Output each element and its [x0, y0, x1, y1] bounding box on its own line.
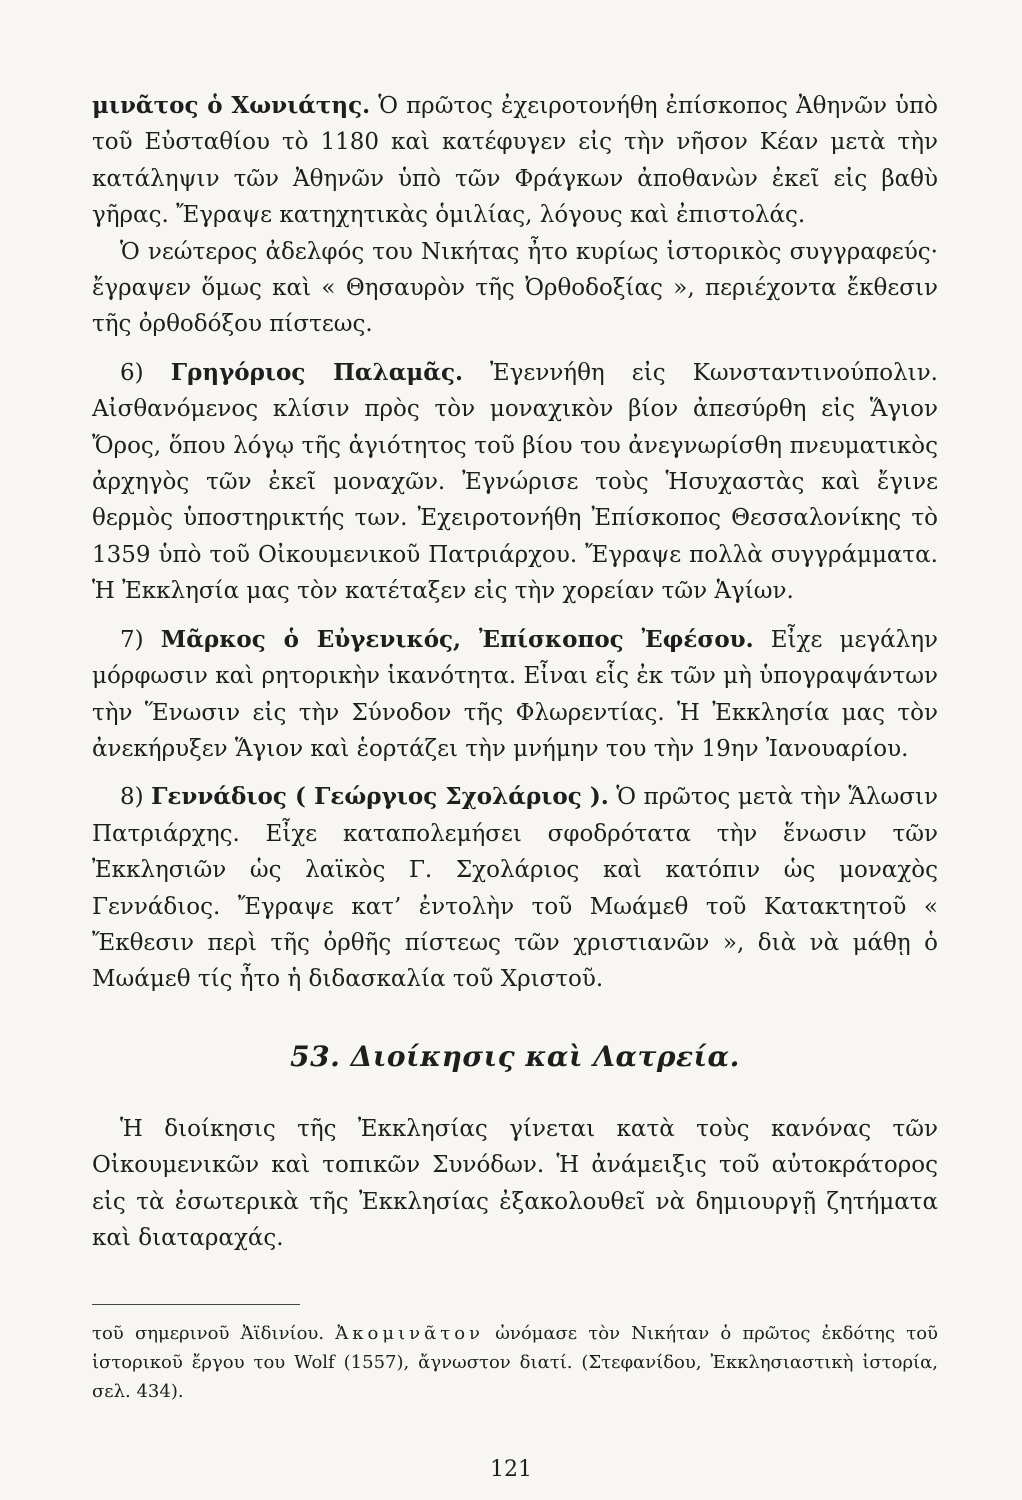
- paragraph-text: Ὁ πρῶτος ἐχειροτονήθη ἐπίσκοπος Ἀθηνῶν ὑπὸ τοῦ Εὐσταθίου τὸ 1180 καὶ κατέφυγεν εἰς τὴν νῆσον Κέαν μετὰ τὴν κατάληψιν τῶν Ἀθηνῶν ὑπὸ τῶν Φράγκων ἀποθανὼν ἐκεῖ εἰς βαθὺ γῆρας. Ἔγραψε κατηχητικὰς ὁμιλίας, λόγους καὶ ἐπιστολάς.: [92, 93, 938, 229]
- paragraph-lead: Μᾶρκος ὁ Εὐγενικός, Ἐπίσκοπος Ἐφέσου.: [160, 625, 754, 653]
- paragraph-lead: μινᾶτος ὁ Χωνιάτης.: [92, 92, 371, 119]
- paragraph-text: Ἡ διοίκησις τῆς Ἐκκλησίας γίνεται κατὰ τοὺς κανόνας τῶν Οἰκουμενικῶν καὶ τοπικῶν Συνόδων. Ἡ ἀνάμειξις τοῦ αὐτοκράτορος εἰς τὰ ἐσωτερικὰ τῆς Ἐκκλησίας ἐξακολουθεῖ νὰ δημιουργῇ ζητήματα καὶ διαταραχάς.: [92, 1115, 938, 1251]
- footnote: [92, 1319, 938, 1406]
- paragraph-text: Ἐγεννήθη εἰς Κωνσταντινούπολιν. Αἰσθανόμενος κλίσιν πρὸς τὸν μοναχικὸν βίον ἀπεσύρθη εἰς Ἅγιον Ὄρος, ὅπου λόγῳ τῆς ἁγιότητος τοῦ βίου του ἀνεγνωρίσθη πνευματικὸς ἀρχηγὸς τῶν ἐκεῖ μοναχῶν. Ἐγνώρισε τοὺς Ἡσυχαστὰς καὶ ἔγινε θερμὸς ὑποστηρικτής των. Ἐχειροτονήθη Ἐπίσκοπος Θεσσαλονίκης τὸ 1359 ὑπὸ τοῦ Οἰκουμενικοῦ Πατριάρχου. Ἔγραψε πολλὰ συγγράμματα. Ἡ Ἐκκλησία μας τὸν κατέταξεν εἰς τὴν χορείαν τῶν Ἁγίων.: [92, 359, 938, 605]
- paragraph-choniates: [92, 88, 938, 234]
- paragraph-niketas: [92, 234, 938, 343]
- paragraph-text: Εἶχε μεγάλην μόρφωσιν καὶ ρητορικὴν ἱκανότητα. Εἶναι εἷς ἐκ τῶν μὴ ὑπογραψάντων τὴν Ἕνωσιν εἰς τὴν Σύνοδον τῆς Φλωρεντίας. Ἡ Ἐκκλησία μας τὸν ἀνεκήρυξεν Ἅγιον καὶ ἑορτάζει τὴν μνήμην του τὴν 19ην Ἰανουαρίου.: [92, 626, 939, 762]
- paragraph-lead: Γρηγόριος Παλαμᾶς.: [170, 358, 463, 386]
- item-number: 6): [120, 359, 144, 386]
- footnote-text-end: ὠνόμασε τὸν Νικήταν ὁ πρῶτος ἐκδότης τοῦ ἱστορικοῦ ἔργου του Wolf (1557), ἄγνωστον διατί. (Στεφανίδου, Ἐκκλησιαστικὴ ἱστορία, σελ. 434).: [92, 1323, 938, 1403]
- item-number: 7): [120, 626, 144, 653]
- section-heading: [92, 1040, 938, 1073]
- section-number: 53.: [290, 1039, 341, 1073]
- paragraph-palamas: [92, 355, 938, 610]
- paragraph-administration: [92, 1111, 938, 1257]
- paragraph-gennadios: [92, 779, 938, 997]
- page-body: [92, 88, 938, 1406]
- paragraph-lead: Γεννάδιος ( Γεώργιος Σχολάριος ).: [151, 783, 609, 811]
- footnote-text-start: τοῦ σημερινοῦ Ἀϊδινίου.: [92, 1323, 336, 1345]
- footnote-emphasis: Ἀκομινᾶτον: [335, 1323, 484, 1345]
- footnote-divider: [92, 1304, 300, 1305]
- paragraph-text: Ὁ πρῶτος μετὰ τὴν Ἅλωσιν Πατριάρχης. Εἶχε καταπολεμήσει σφοδρότατα τὴν ἕνωσιν τῶν Ἐκκλησιῶν ὡς λαϊκὸς Γ. Σχολάριος καὶ κατόπιν ὡς μοναχὸς Γεννάδιος. Ἔγραψε κατ’ ἐντολὴν τοῦ Μωάμεθ τοῦ Κατακτητοῦ « Ἔκθεσιν περὶ τῆς ὀρθῆς πίστεως τῶν χριστιανῶν », διὰ νὰ μάθῃ ὁ Μωάμεθ τίς ἦτο ἡ διδασκαλία τοῦ Χριστοῦ.: [92, 784, 939, 993]
- section-title: Διοίκησις καὶ Λατρεία.: [350, 1039, 740, 1073]
- item-number: 8): [120, 784, 144, 811]
- paragraph-markos: [92, 622, 938, 768]
- paragraph-text: Ὁ νεώτερος ἀδελφός του Νικήτας ἦτο κυρίως ἱστορικὸς συγγραφεύς· ἔγραψεν ὅμως καὶ « Θησαυρὸν τῆς Ὀρθοδοξίας », περιέχοντα ἔκθεσιν τῆς ὀρθοδόξου πίστεως.: [92, 238, 938, 338]
- page-number: 121: [490, 1457, 532, 1482]
